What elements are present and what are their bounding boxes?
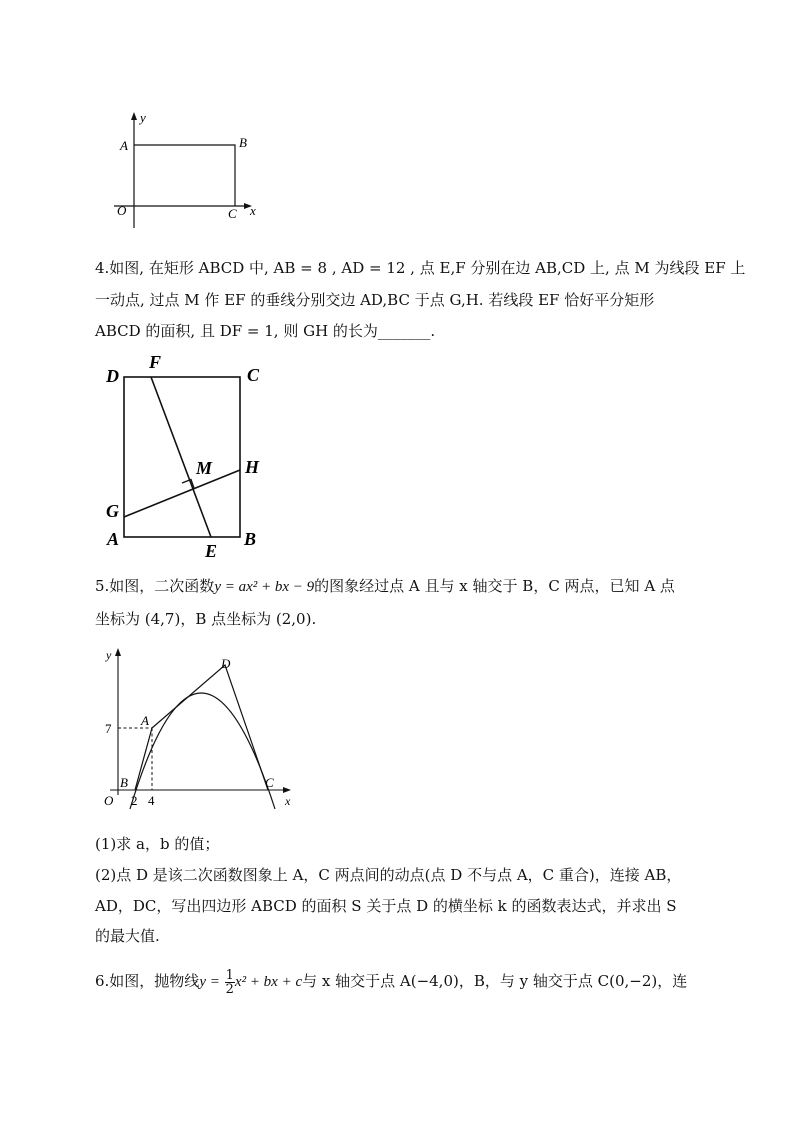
label-7: 7 [105, 721, 112, 736]
label-2: 2 [131, 793, 138, 808]
q6-formula: x² + bx + c [234, 974, 303, 990]
q5-part-1: (1)求 a，b 的值； [95, 835, 220, 853]
rectangle-abcd [124, 377, 240, 537]
label-y: y [140, 110, 146, 125]
label-D: D [221, 656, 231, 671]
segment-ef [151, 377, 211, 537]
q4-line-2: 一动点, 过点 M 作 EF 的垂线分别交边 AD,BC 于点 G,H. 若线段 EF 恰好平分矩形 [95, 291, 655, 309]
label-x: x [285, 794, 291, 808]
label-A: A [107, 529, 120, 549]
q4-line-3: ABCD 的面积, 且 DF = 1, 则 GH 的长为_______. [95, 322, 436, 340]
q6-suffix: 与 x 轴交于点 A(−4,0)，B，与 y 轴交于点 C(0,−2)，连 [302, 972, 688, 990]
label-M: M [196, 458, 213, 478]
label-E: E [205, 541, 218, 561]
label-C: C [265, 775, 274, 790]
label-O: O [104, 793, 114, 808]
label-H: H [245, 457, 260, 477]
label-C: C [228, 206, 237, 221]
label-A: A [120, 138, 128, 153]
label-D: D [106, 366, 119, 386]
q6-fraction [225, 969, 235, 996]
rectangle-abc [134, 145, 235, 206]
x-axis-arrow-icon [283, 787, 291, 793]
q6-frac-num: 1 [225, 967, 234, 983]
q5-part-2-line-1: (2)点 D 是该二次函数图象上 A，C 两点间的动点(点 D 不与点 A，C 重合)，连接 AB， [95, 866, 682, 884]
y-axis-arrow-icon [115, 648, 121, 656]
label-O: O [117, 203, 127, 218]
q6-line-1 [95, 966, 687, 997]
q5-line-1-suffix: 的图象经过点 A 且与 x 轴交于 B，C 两点，已知 A 点 [314, 577, 675, 595]
label-C: C [247, 365, 260, 385]
label-x: x [250, 203, 256, 218]
label-G: G [106, 501, 119, 521]
q6-prefix: 6.如图，抛物线 [95, 972, 200, 990]
q5-part-2-line-3: 的最大值. [95, 927, 160, 945]
y-axis-arrow-icon [131, 112, 137, 120]
q6-frac-den: 2 [225, 981, 234, 997]
label-B: B [120, 775, 128, 790]
segment-gh [124, 470, 240, 517]
label-y: y [106, 648, 112, 662]
quadrilateral-abdc [135, 665, 268, 790]
figure-rectangle-coordinates [110, 108, 270, 233]
label-A: A [141, 713, 149, 728]
label-B: B [244, 529, 257, 549]
q6-y-eq: y = [199, 974, 220, 990]
label-B: B [239, 135, 247, 150]
q5-line-2: 坐标为 (4,7)，B 点坐标为 (2,0). [95, 610, 317, 628]
figure-parabola [100, 645, 300, 815]
q5-line-1 [95, 576, 675, 597]
q5-line-1-prefix: 5.如图，二次函数 [95, 577, 215, 595]
q5-formula: y = ax² + bx − 9 [214, 579, 315, 595]
figure-rectangle-abcd [100, 350, 280, 565]
label-F: F [149, 352, 162, 372]
label-4: 4 [148, 793, 155, 808]
q5-part-2-line-2: AD，DC，写出四边形 ABCD 的面积 S 关于点 D 的横坐标 k 的函数表达式，并求出 S [95, 897, 677, 915]
q4-line-1: 4.如图, 在矩形 ABCD 中, AB = 8 , AD = 12 , 点 E,F 分别在边 AB,CD 上, 点 M 为线段 EF 上 [95, 259, 746, 277]
